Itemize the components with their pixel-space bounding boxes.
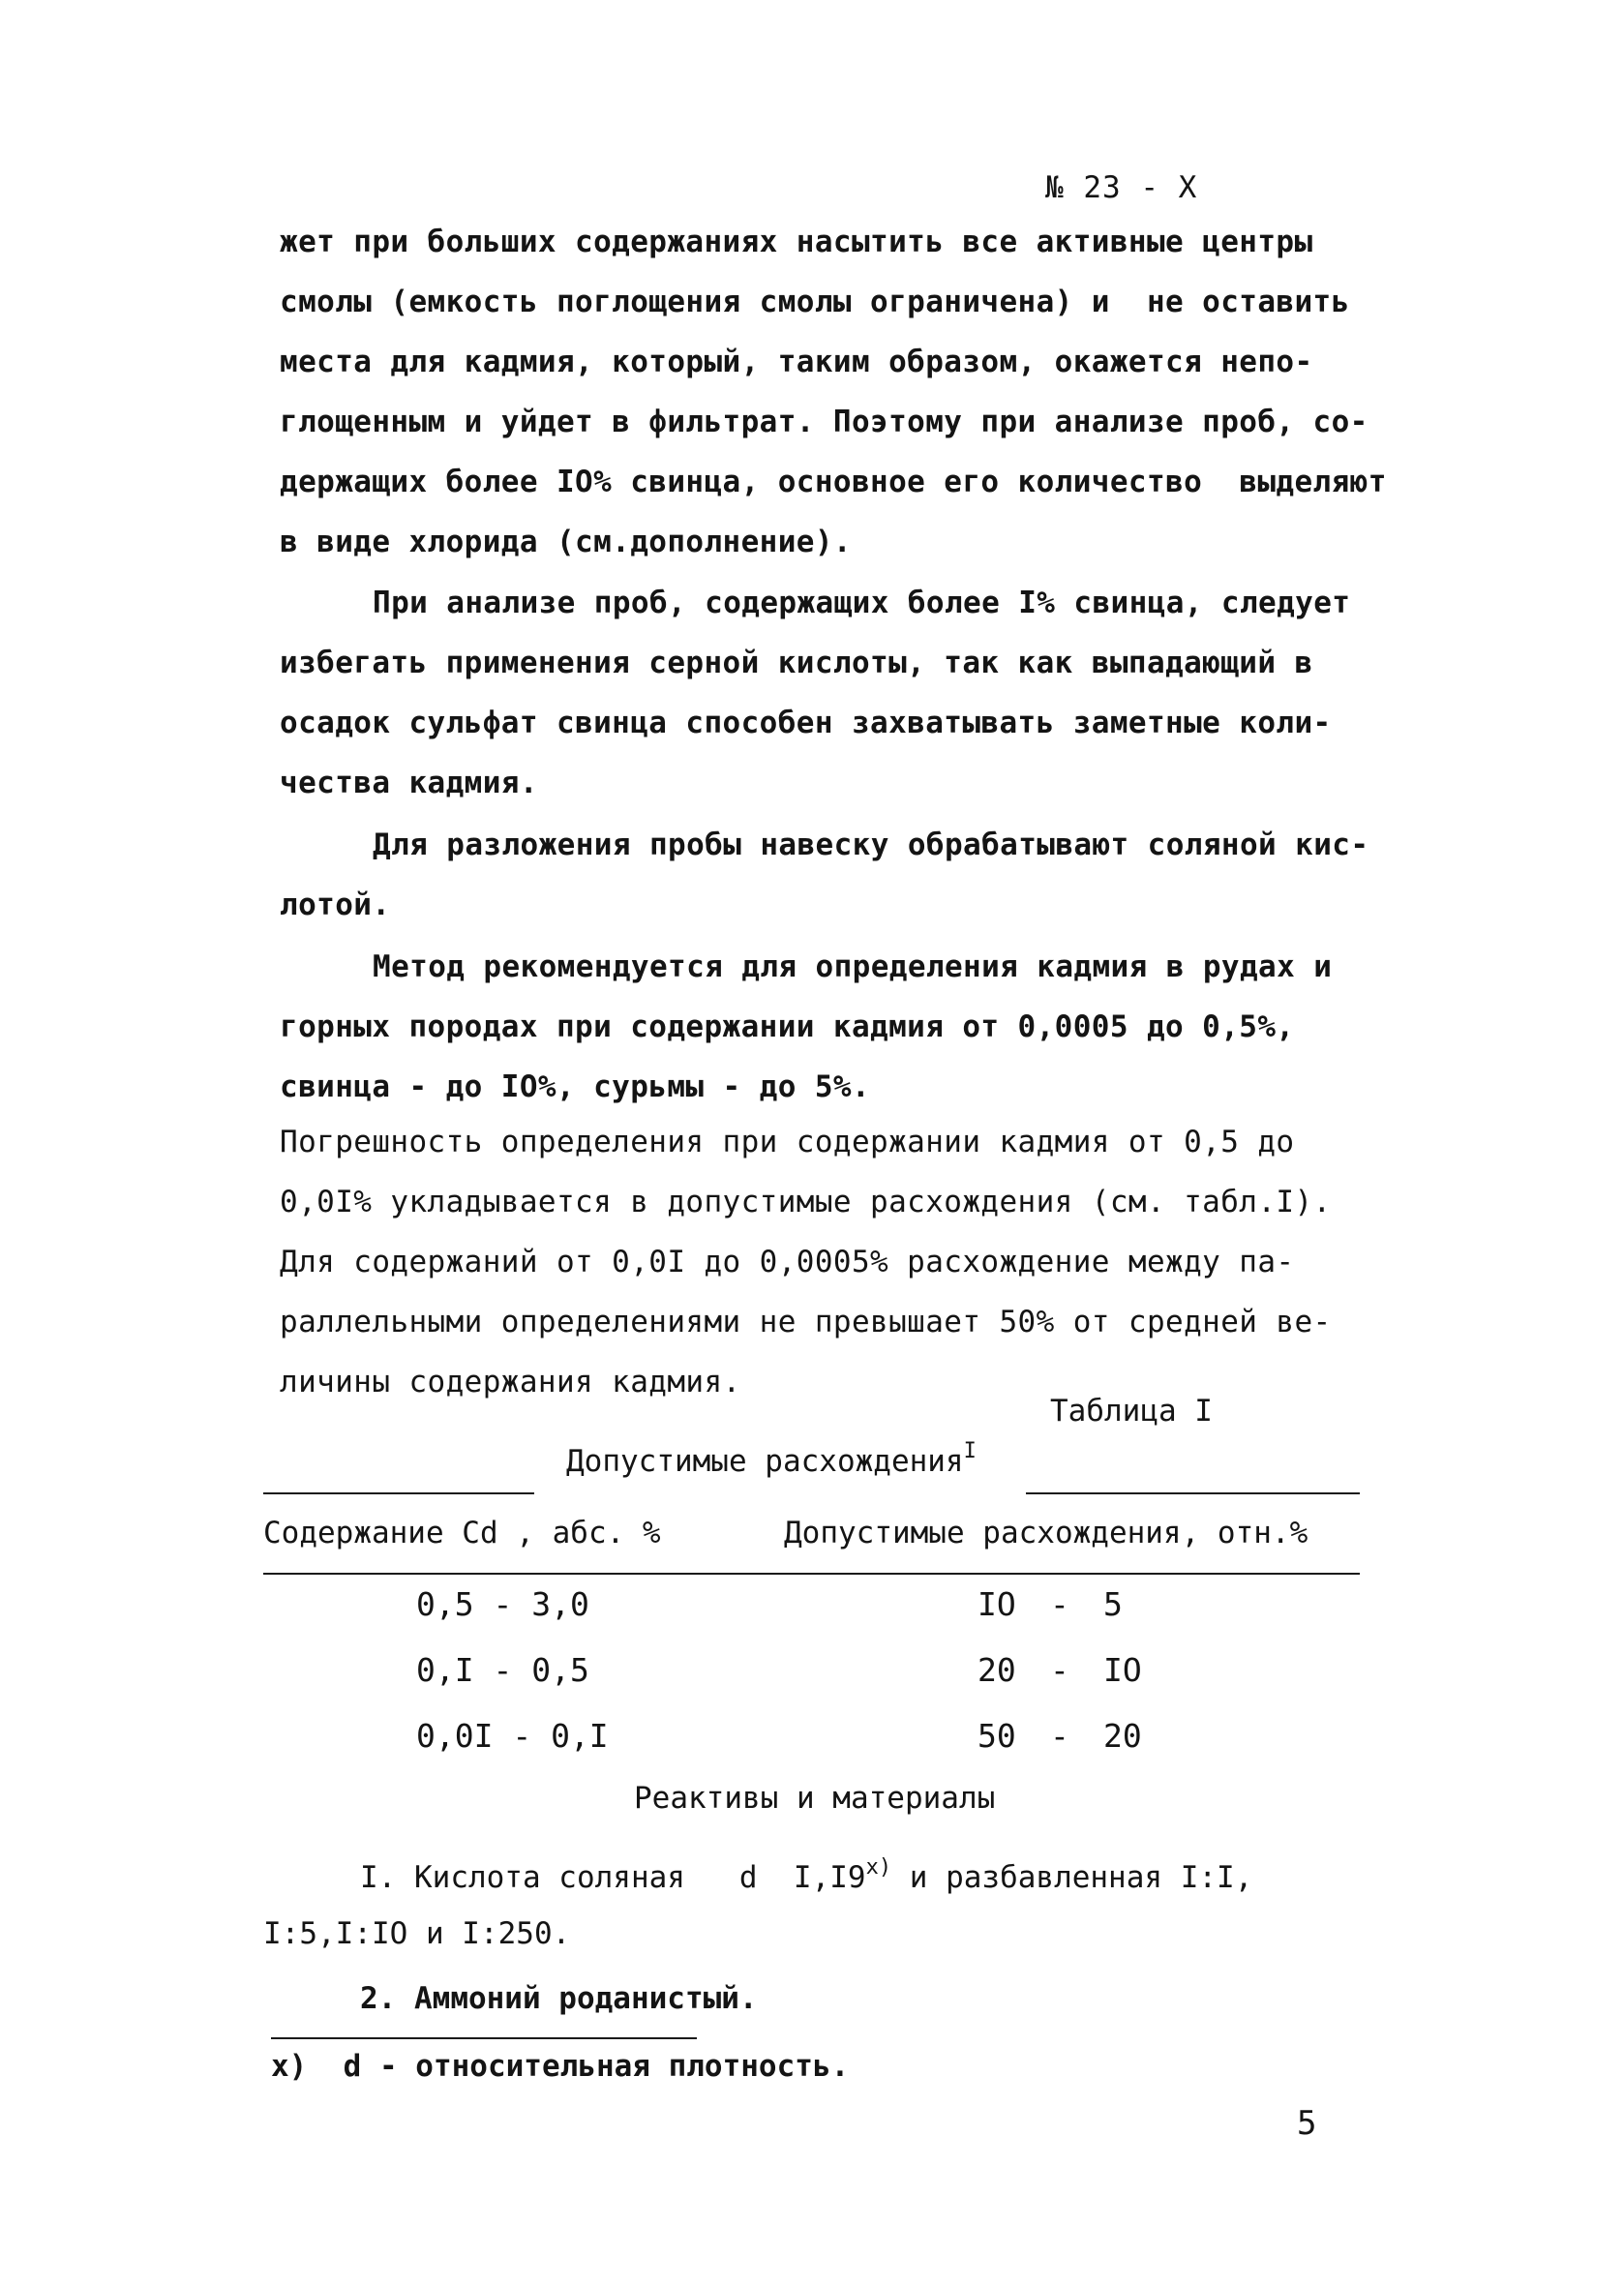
- body-line: Для содержаний от 0,0I до 0,0005% расхождение между па-: [280, 1245, 1295, 1279]
- reagent-item-1-tail: и разбавленная I:I,: [891, 1860, 1253, 1895]
- table-cell-from: 50: [977, 1717, 1016, 1755]
- table-cell-to: 5: [1103, 1585, 1123, 1623]
- table-cell-dash: -: [1050, 1717, 1069, 1755]
- body-line: места для кадмия, который, таким образом, окажется непо-: [280, 345, 1313, 379]
- body-line: осадок сульфат свинца способен захватывать заметные коли-: [280, 706, 1332, 740]
- reagent-item-1: [360, 1855, 1252, 1895]
- body-line: смолы (емкость поглощения смолы ограничена) и не оставить: [280, 285, 1350, 319]
- table-cell-to: IO: [1103, 1651, 1142, 1689]
- body-line: горных породах при содержании кадмия от 0,0005 до 0,5%,: [280, 1009, 1295, 1044]
- body-line: 0,0I% укладывается в допустимые расхождения (см. табл.I).: [280, 1185, 1332, 1219]
- body-line: Погрешность определения при содержании кадмия от 0,5 до: [280, 1125, 1295, 1159]
- reagent-item-1-note: x): [865, 1855, 892, 1880]
- table-header-discrepancy: Допустимые расхождения, отн.%: [784, 1516, 1308, 1550]
- body-line: глощенным и уйдет в фильтрат. Поэтому при анализе проб, со-: [280, 405, 1368, 439]
- body-line: При анализе проб, содержащих более I% свинца, следует: [373, 586, 1351, 620]
- table-top-rule-left: [263, 1492, 534, 1494]
- table-cell-dash: -: [1050, 1651, 1069, 1689]
- reagent-item-1-text: I. Кислота соляная d I,I9: [360, 1860, 866, 1895]
- body-line: раллельными определениями не превышает 50% от средней ве-: [280, 1305, 1332, 1339]
- body-line: держащих более IO% свинца, основное его количество выделяют: [280, 465, 1387, 499]
- body-line: лотой.: [280, 888, 391, 922]
- footnote-rule: [271, 2037, 697, 2039]
- body-line: Метод рекомендуется для определения кадмия в рудах и: [373, 949, 1333, 984]
- document-number: № 23 - Х: [1045, 170, 1198, 205]
- body-line: в виде хлорида (см.дополнение).: [280, 525, 852, 559]
- body-line: избегать применения серной кислоты, так как выпадающий в: [280, 646, 1313, 680]
- section-title-reagents: Реактивы и материалы: [634, 1781, 996, 1816]
- table-top-rule-right: [1026, 1492, 1360, 1494]
- body-line: жет при больших содержаниях насытить все активные центры: [280, 225, 1313, 259]
- body-line: личины содержания кадмия.: [280, 1365, 741, 1399]
- table-cell-to: 20: [1103, 1717, 1142, 1755]
- table-label: Таблица I: [1050, 1394, 1213, 1429]
- page-number: 5: [1297, 2104, 1317, 2143]
- body-line: Для разложения пробы навеску обрабатывают соляной кис-: [373, 828, 1369, 862]
- footnote: x) d - относительная плотность.: [271, 2049, 850, 2084]
- table-cell-dash: -: [1050, 1585, 1069, 1623]
- table-caption: [566, 1439, 977, 1479]
- reagent-item-1-continued: I:5,I:IO и I:250.: [263, 1916, 571, 1951]
- table-caption-note: I: [963, 1439, 977, 1463]
- table-caption-text: Допустимые расхождения: [566, 1444, 964, 1479]
- body-line: чества кадмия.: [280, 766, 538, 800]
- reagent-item-2: 2. Аммоний роданистый.: [360, 1981, 758, 2016]
- table-cell-from: IO: [977, 1585, 1016, 1623]
- table-header-rule: [263, 1573, 1360, 1575]
- table-cell-content: 0,5 - 3,0: [416, 1585, 589, 1623]
- table-cell-content: 0,I - 0,5: [416, 1651, 589, 1689]
- table-cell-from: 20: [977, 1651, 1016, 1689]
- table-header-content: Содержание Cd , абс. %: [263, 1516, 661, 1550]
- table-cell-content: 0,0I - 0,I: [416, 1717, 609, 1755]
- body-line: свинца - до IO%, сурьмы - до 5%.: [280, 1069, 871, 1104]
